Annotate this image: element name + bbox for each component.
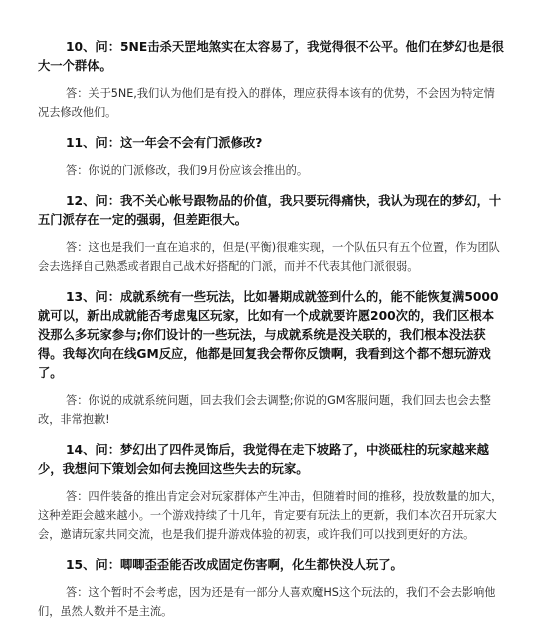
question-text: 12、问：我不关心帐号跟物品的价值，我只要玩得痛快，我认为现在的梦幻，十五门派存在一定的强弱，但差距很大。 — [38, 194, 502, 227]
answer-text: 答：这个暂时不会考虑，因为还是有一部分人喜欢魔HS这个玩法的，我们不会去影响他们，虽然人数并不是主流。 — [38, 586, 496, 618]
qa-item-15 — [38, 556, 506, 621]
answer-text: 答：关于5NE,我们认为他们是有投入的群体，理应获得本该有的优势，不会因为特定情况去修改他们。 — [38, 87, 495, 119]
question-text: 13、问：成就系统有一些玩法，比如暑期成就签到什么的，能不能恢复满5000就可以，新出成就能否考虑鬼区玩家，比如有一个成就要许愿200次的，我们区根本没那么多玩家参与;你们设计的一些玩法，与成就系统是没关联的，我们根本没法获得。我每次向在线GM反应，他都是回复我会帮你反馈啊，我看到这个都不想玩游戏了。 — [38, 290, 499, 380]
answer-text: 答：你说的门派修改，我们9月份应该会推出的。 — [66, 164, 309, 177]
question-text: 11、问：这一年会不会有门派修改? — [66, 136, 263, 150]
qa-item-12 — [38, 192, 506, 276]
qa-item-10 — [38, 38, 506, 122]
answer-text: 答：四件装备的推出肯定会对玩家群体产生冲击，但随着时间的推移，投放数量的加大，这种差距会越来越小。一个游戏持续了十几年，肯定要有玩法上的更新，我们本次召开玩家大会，邀请玩家共同交流，也是我们提升游戏体验的初衷，或许我们可以找到更好的方法。 — [38, 490, 503, 541]
qa-item-13 — [38, 288, 506, 429]
question-text: 10、问：5NE击杀天罡地煞实在太容易了，我觉得很不公平。他们在梦幻也是很大一个群体。 — [38, 40, 504, 73]
answer-text: 答：你说的成就系统问题，回去我们会去调整;你说的GM客服问题，我们回去也会去整改，非常抱歉! — [38, 394, 491, 426]
qa-item-14 — [38, 441, 506, 544]
question-text: 14、问：梦幻出了四件灵饰后，我觉得在走下坡路了，中淡砥柱的玩家越来越少，我想问下策划会如何去挽回这些失去的玩家。 — [38, 443, 489, 476]
question-text: 15、问：唧唧歪歪能否改成固定伤害啊，化生都快没人玩了。 — [66, 558, 403, 572]
qa-item-11 — [38, 134, 506, 180]
answer-text: 答：这也是我们一直在追求的，但是(平衡)很难实现，一个队伍只有五个位置，作为团队会去选择自己熟悉或者跟自己战术好搭配的门派，而并不代表其他门派很弱。 — [38, 241, 500, 273]
